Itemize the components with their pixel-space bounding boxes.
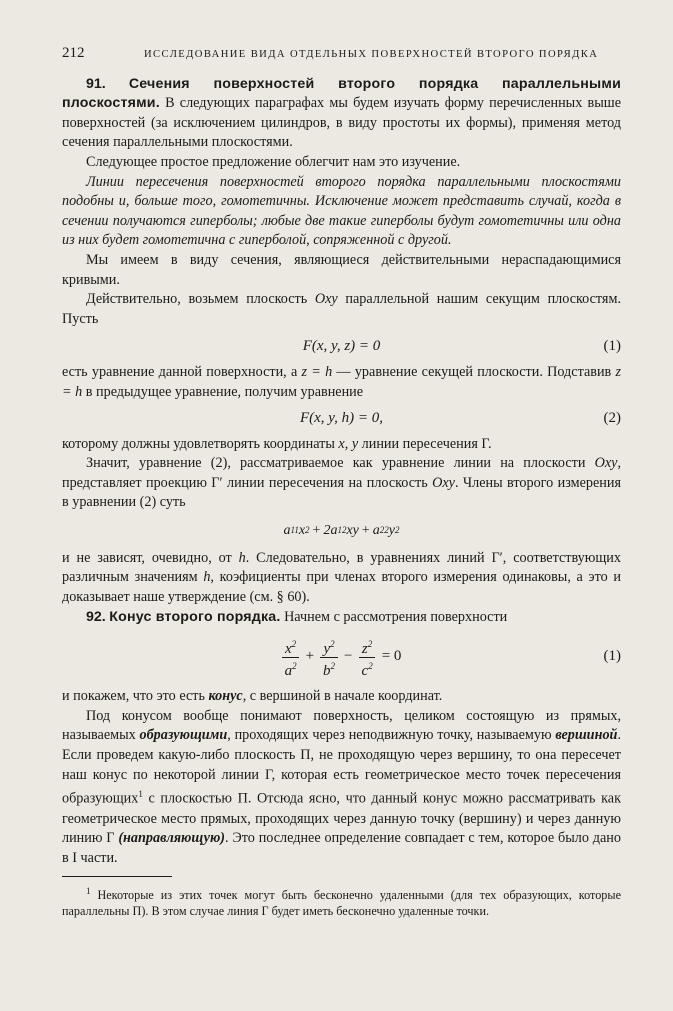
math-operator: + — [305, 648, 315, 665]
text-run: линии пересечения Г. — [358, 435, 492, 452]
text-run: . Следовательно, в уравнениях линий Г′, соответствующих различным значениям — [62, 549, 621, 586]
text-run: есть уравнение данной поверхности, а — [62, 364, 302, 381]
paragraph — [62, 687, 621, 707]
text-run: . Если проведем какую-либо плоскость П, не проходящую через вершину, то она пересечет наш конус по некоторой линии Г, которая есть геометрическое место точек пересечения образующих — [62, 727, 621, 807]
text-run: . Это последнее определение совпадает с тем, которое было дано в I части. — [62, 830, 621, 866]
equation-1 — [62, 329, 621, 363]
text-run: Под конусом вообще понимают поверхность, целиком состоящую из прямых, называемых — [62, 707, 621, 744]
math-symbol: x — [298, 523, 306, 539]
footnote-divider — [62, 876, 172, 877]
text-run: , коэфициенты при членах второго измерения одинаковы, а это и доказывает наше утверждение (см. § 60). — [62, 569, 622, 606]
math-symbol: a — [284, 662, 293, 679]
math-symbol: xy — [346, 523, 359, 539]
math-symbol: x — [284, 640, 292, 657]
paragraph — [62, 290, 621, 329]
math-symbol: y — [388, 523, 396, 539]
text-run: , проходящих через неподвижную точку, называемую — [227, 727, 556, 744]
text-run: с плоскостью П. Отсюда ясно, что данный конус можно рассматривать как геометрическое место прямых, проходящих через данную точку (вершину) и через данную линию Г — [62, 790, 621, 847]
fraction — [359, 636, 376, 679]
text-run: и покажем, что это есть — [62, 688, 209, 705]
math-inline: Oxy — [432, 474, 455, 491]
paragraph-text: В следующих параграфах мы будем изучать форму перечисленных выше поверхностей (за исключением цилиндров, в виду простоты их формы), применяя метод сечения параллельными плоскостями. — [62, 95, 621, 151]
equation-number: (1) — [603, 337, 621, 354]
math-subscript: 22 — [379, 525, 389, 536]
math-symbol: a — [372, 523, 380, 539]
math-symbol: a — [283, 523, 291, 539]
equation-2 — [62, 403, 621, 435]
math-symbol: c — [361, 662, 369, 679]
paragraph: Следующее простое предложение облегчит нам это изучение. — [86, 153, 461, 170]
footnote — [62, 883, 621, 919]
math-superscript: 2 — [330, 638, 335, 649]
math-inline: Oxy — [594, 455, 618, 472]
math-operator: + — [361, 523, 370, 539]
math-subscript: 12 — [337, 525, 347, 536]
math-superscript: 2 — [292, 660, 297, 671]
emphasis: (направляющую) — [118, 830, 226, 847]
math-symbol: b — [323, 662, 331, 679]
math-superscript: 2 — [367, 638, 373, 649]
paragraph-text: Начнем с рассмотрения поверхности — [280, 608, 508, 625]
math-inline: z = h — [62, 364, 621, 400]
math-inline: h — [238, 549, 246, 566]
section-91-heading — [62, 75, 621, 153]
equation-body: F(x, y, h) = 0, — [299, 409, 383, 426]
equation-number: (2) — [603, 409, 621, 426]
fraction — [282, 636, 300, 679]
section-number: 92. — [86, 608, 106, 625]
math-inline: Oxy — [314, 291, 338, 308]
math-superscript: 2 — [291, 638, 297, 649]
math-operator: + — [312, 523, 321, 539]
section-title: Конус второго порядка. — [109, 608, 281, 625]
paragraph — [62, 363, 621, 402]
section-title: Сечения поверхностей второго порядка параллельными плоскостями. — [62, 75, 621, 112]
emphasis: конус — [208, 688, 243, 705]
math-operator: = 0 — [381, 648, 402, 665]
paragraph: Мы имеем в виду сечения, являющиеся действительными нераспадающимися кривыми. — [62, 251, 621, 288]
text-run: . Члены второго измерения в уравнении (2) суть — [62, 474, 621, 511]
emphasis: вершиной — [555, 727, 618, 744]
math-superscript: 2 — [368, 660, 373, 671]
paragraph — [62, 454, 621, 513]
text-run: и не зависят, очевидно, от — [62, 549, 239, 566]
math-superscript: 2 — [330, 660, 336, 671]
equation-cone — [62, 627, 621, 687]
page-number: 212 — [62, 45, 85, 61]
paragraph — [62, 435, 621, 455]
fraction — [320, 636, 338, 679]
text-run: , с вершиной в начале координат. — [242, 688, 443, 705]
math-inline: x, y — [338, 435, 359, 452]
math-inline: h — [203, 569, 211, 586]
footnote-marker: 1 — [138, 789, 143, 800]
text-run: , представляет проекцию Г′ линии пересечения на плоскость — [62, 455, 621, 491]
math-superscript: 2 — [305, 525, 310, 536]
math-symbol: z — [361, 640, 368, 657]
equation-number: (1) — [603, 648, 621, 665]
text-run: в предыдущее уравнение, получим уравнение — [82, 383, 364, 400]
emphasis: образующими — [139, 727, 228, 744]
text-run: Значит, уравнение (2), рассматриваемое как уравнение линии на плоскости — [86, 455, 595, 472]
theorem-statement: Линии пересечения поверхностей второго порядка параллельными плоскостями подобны и, больше того, гомотетичны. Исключение может представить случай, когда в сечении получаются гиперболы; любые две такие гиперболы будут гомотетичны или одна из них будет гомотетична с гиперболой, сопряженной с другой. — [62, 173, 621, 249]
paragraph — [62, 707, 621, 868]
equation-body: F(x, y, z) = 0 — [302, 337, 381, 354]
math-superscript: 2 — [395, 525, 400, 536]
text-run: которому должны удовлетворять координаты — [62, 435, 339, 452]
footnote-marker: 1 — [86, 886, 91, 897]
paragraph — [62, 549, 621, 608]
math-subscript: 11 — [290, 525, 299, 536]
text-run: — уравнение секущей плоскости. Подставив — [332, 364, 616, 381]
running-header — [62, 44, 621, 65]
text-run: Действительно, возьмем плоскость — [86, 291, 315, 308]
running-title: ИССЛЕДОВАНИЕ ВИДА ОТДЕЛЬНЫХ ПОВЕРХНОСТЕЙ ВТОРОГО ПОРЯДКА — [144, 49, 599, 60]
section-92-heading — [62, 608, 621, 628]
footnote-text: Некоторые из этих точек могут быть бесконечно удаленными (для тех образующих, которые параллельны П). В этом случае линия Г будет иметь бесконечно удаленные точки. — [62, 888, 621, 919]
equation-quadratic-terms — [62, 513, 621, 549]
text-run: параллельной нашим секущим плоскостям. Пусть — [62, 291, 621, 327]
section-number: 91. — [86, 75, 106, 92]
math-inline: z = h — [301, 364, 333, 381]
math-symbol: 2a — [323, 523, 338, 539]
math-operator: − — [344, 648, 353, 665]
math-symbol: y — [323, 640, 331, 657]
